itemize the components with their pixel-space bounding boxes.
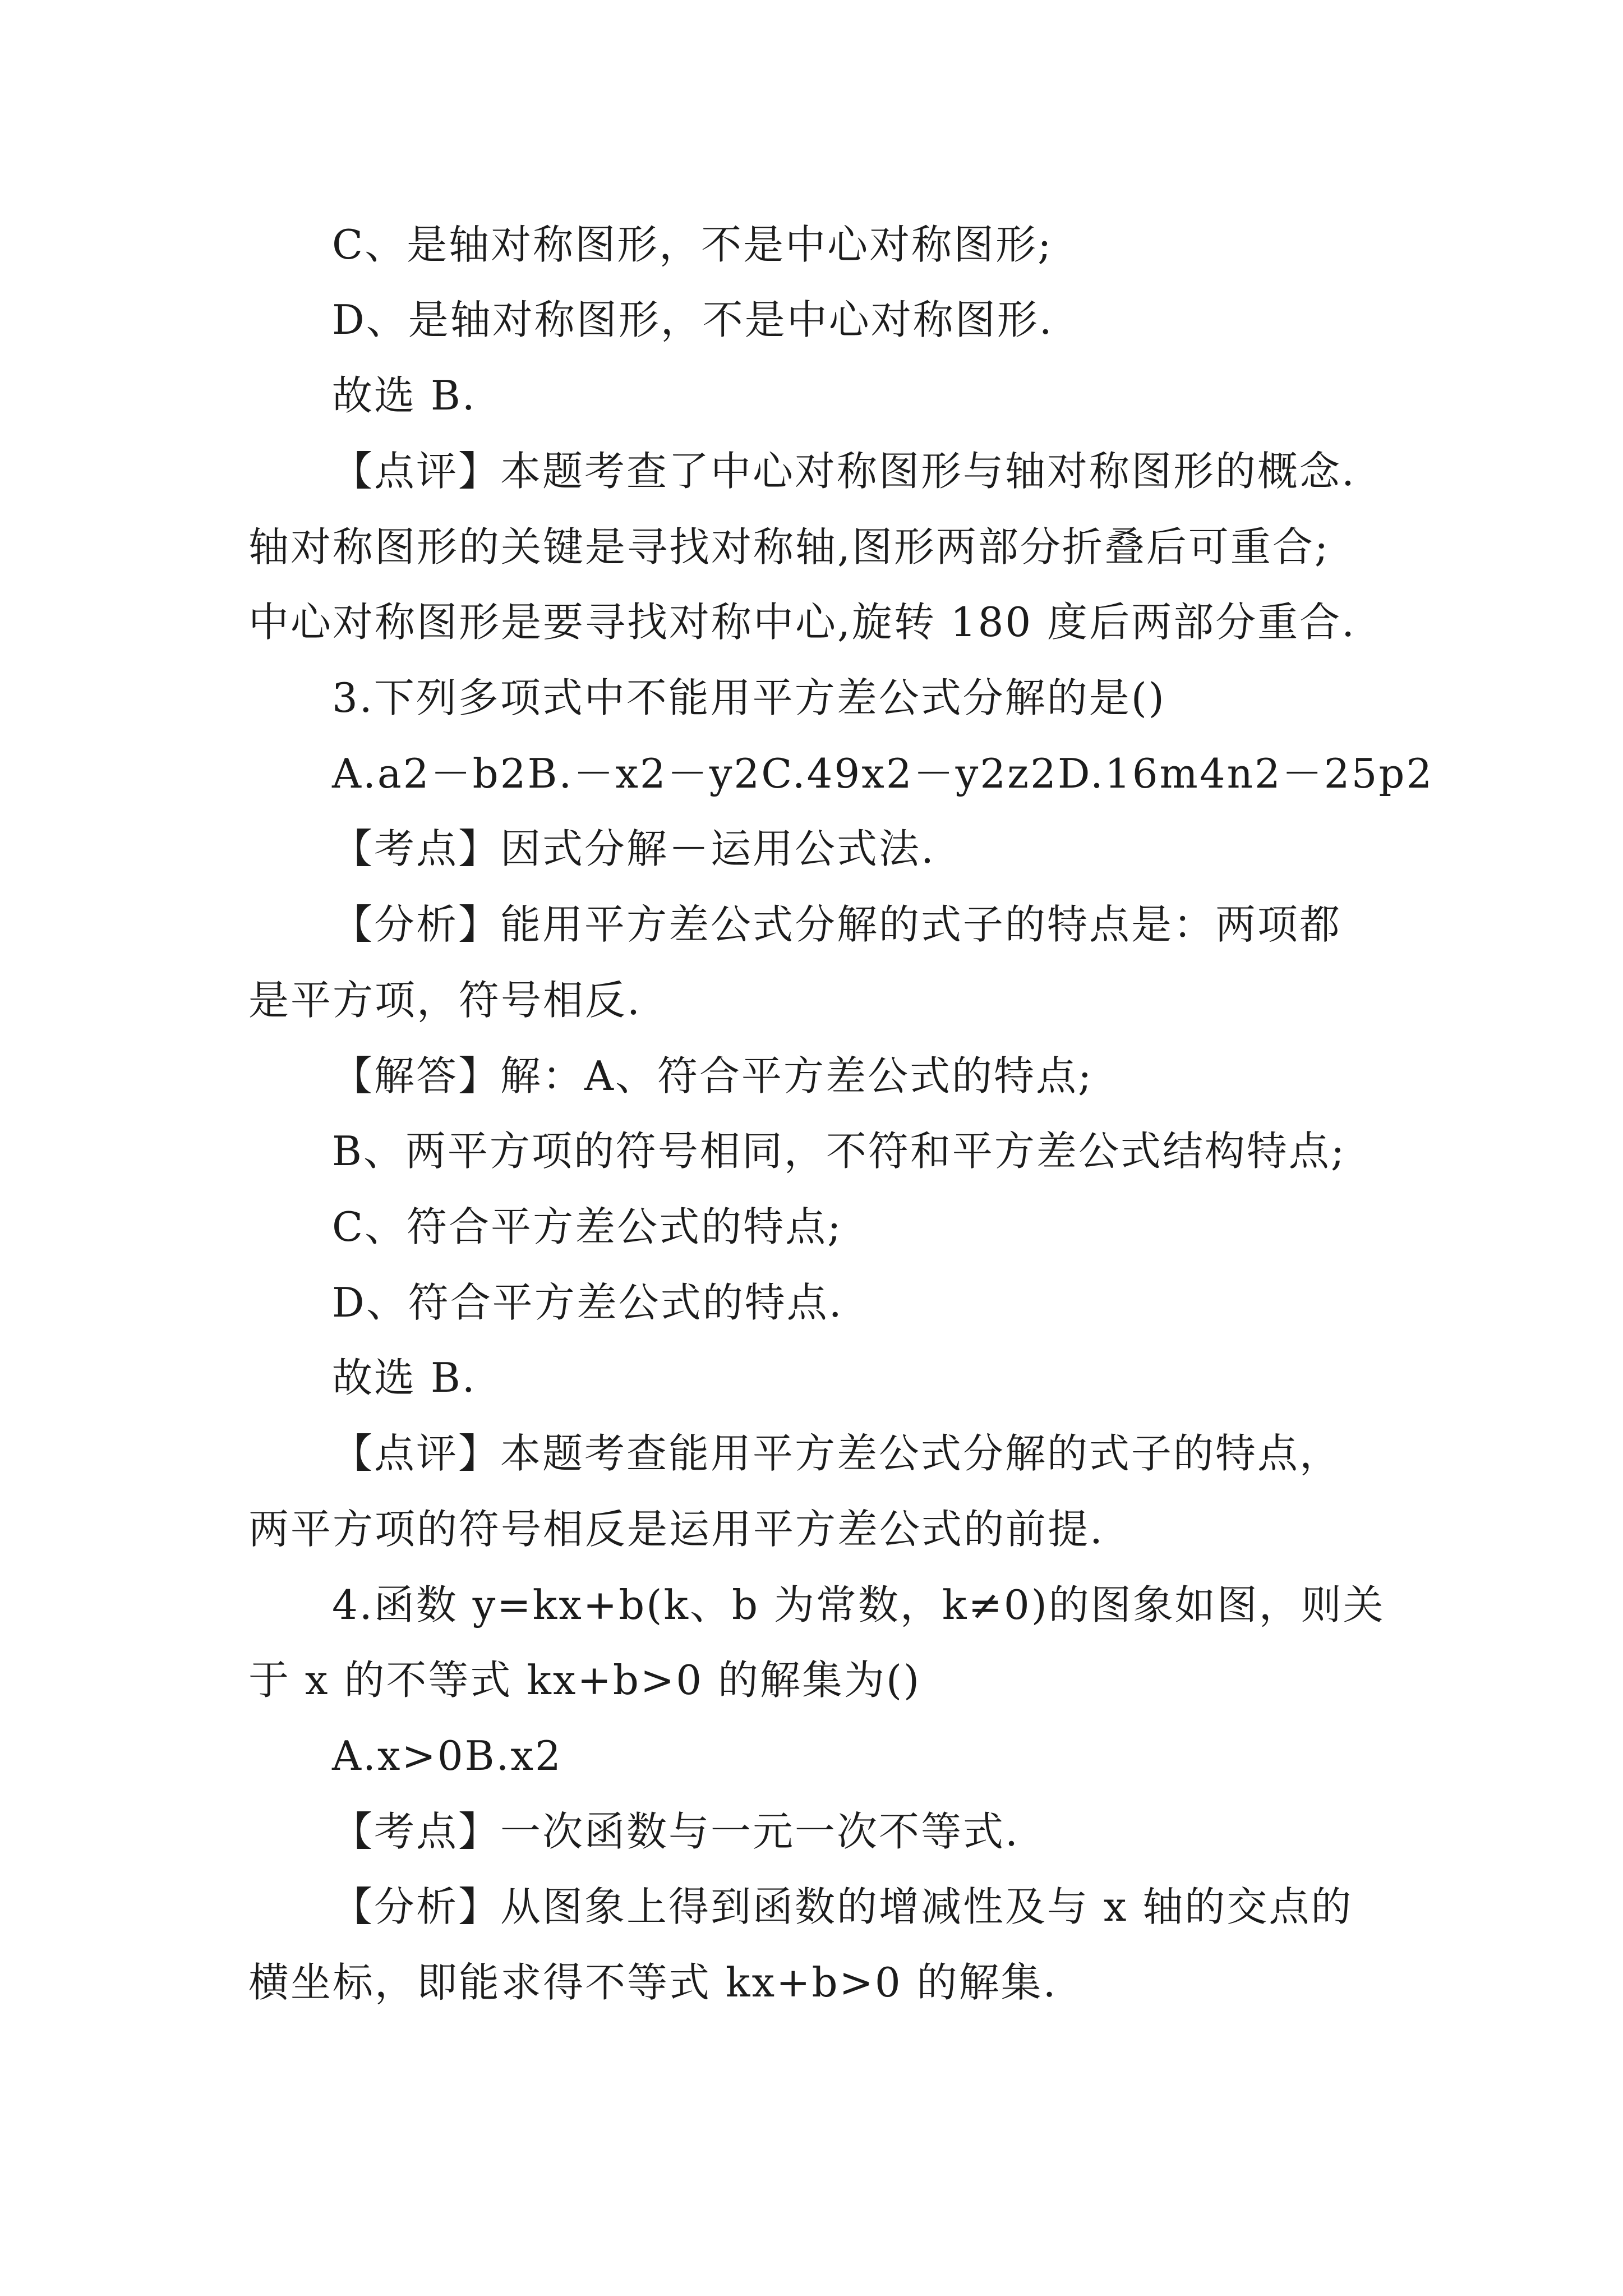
text-line: 横坐标，即能求得不等式 kx+b>0 的解集. [248,1959,1058,2006]
text-line: C、是轴对称图形，不是中心对称图形; [332,221,1053,268]
text-line: 【点评】本题考查能用平方差公式分解的式子的特点， [332,1430,1342,1477]
text-line: 3.下列多项式中不能用平方差公式分解的是() [332,674,1166,721]
text-line: 【考点】一次函数与一元一次不等式. [332,1808,1020,1855]
text-line: 中心对称图形是要寻找对称中心,旋转 180 度后两部分重合. [248,599,1356,646]
text-line: 是平方项，符号相反. [248,977,642,1024]
text-line: 【解答】解：A、符合平方差公式的特点; [332,1052,1094,1099]
text-line: 【分析】能用平方差公式分解的式子的特点是：两项都 [332,901,1342,948]
text-line: 于 x 的不等式 kx+b>0 的解集为() [248,1657,921,1704]
text-line: 【分析】从图象上得到函数的增减性及与 x 轴的交点的 [332,1883,1353,1930]
text-line: 【点评】本题考查了中心对称图形与轴对称图形的概念. [332,448,1356,495]
text-line: A.a2－b2B.－x2－y2C.49x2－y2z2D.16m4n2－25p2 [332,750,1434,797]
text-line: C、符合平方差公式的特点; [332,1203,843,1250]
text-line: 轴对称图形的关键是寻找对称轴,图形两部分折叠后可重合; [248,523,1330,570]
text-line: A.x>0B.x2 [332,1732,562,1779]
text-line: 故选 B. [332,1354,477,1401]
text-line: 4.函数 y=kx+b(k、b 为常数，k≠0)的图象如图，则关 [332,1581,1385,1628]
text-line: 故选 B. [332,372,477,419]
text-line: D、符合平方差公式的特点. [332,1279,843,1326]
text-line: B、两平方项的符号相同，不符和平方差公式结构特点; [332,1128,1347,1175]
text-line: 【考点】因式分解－运用公式法. [332,825,935,872]
text-line: D、是轴对称图形，不是中心对称图形. [332,296,1054,343]
text-line: 两平方项的符号相反是运用平方差公式的前提. [248,1506,1104,1553]
